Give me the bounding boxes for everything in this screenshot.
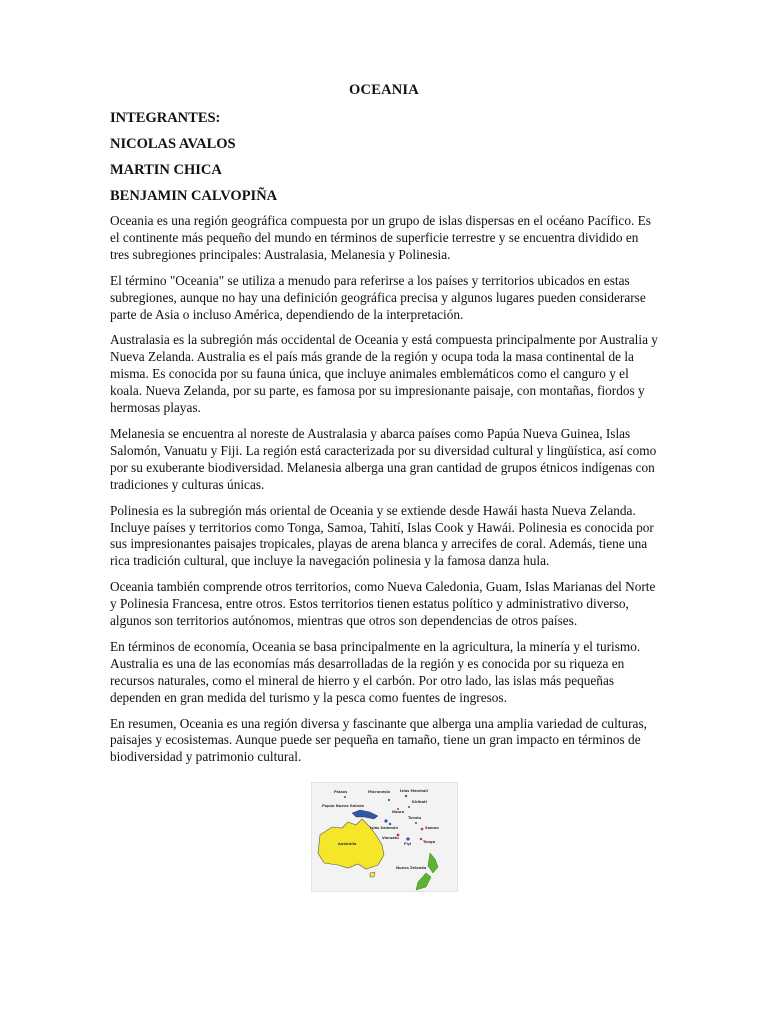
salomon-islands-2 [388,823,390,825]
paragraph-australasia: Australasia es la subregión más occidental de Oceania y está compuesta principalmente por Australia y Nueva Zelanda. Australia es el país más grande de la región y ocupa toda la masa continental de la misma. Es conocida por su fauna única, que incluye animales emblemáticos como el canguro y el koala. Nueva Zelanda, por su parte, es famosa por su impresionante paisaje, con montañas, fiordos y hermosas playas. [110,332,658,416]
nz-north-island [428,853,438,873]
map-label-fiyi: Fiyi [403,842,411,847]
fiji-islands [406,838,409,841]
map-label-vanuatu: Vanuatu [381,836,399,841]
oceania-map-image [311,782,458,892]
map-label-papua: Papúa Nueva Guinea [321,804,364,809]
member-name: NICOLAS AVALOS [110,136,236,152]
member-name: BENJAMIN CALVOPIÑA [110,188,278,204]
paragraph-intro: Oceania es una región geográfica compuesta por un grupo de islas dispersas en el océano Pacífico. Es el continente más pequeño del mundo en términos de superficie terrestre y se encuentra dividido en tres subregiones principales: Australasia, Melanesia y Polinesia. [110,213,651,262]
member-name: MARTIN CHICA [110,162,222,178]
map-label-micronesia: Micronesia [367,790,390,795]
micronesia-islands [387,799,389,801]
palaos-islands [344,796,346,798]
members-heading: INTEGRANTES: [110,110,221,126]
map-label-palaos: Palaos [333,790,347,795]
map-label-marshall: Islas Marshall [399,789,428,794]
map-label-tuvalu: Tuvalu [407,816,421,821]
map-label-nauru: Nauru [391,810,404,815]
map-label-tonga: Tonga [422,840,435,845]
kiribati-islands [408,806,410,808]
paragraph-term: El término "Oceania" se utiliza a menudo para referirse a los países y territorios ubicados en estas subregiones, aunque no hay una definición geográfica precisa y algunos lugares pueden considerarse parte de Asia o incluso América, dependiendo de la interpretación. [110,272,646,322]
samoa-islands [420,828,423,831]
map-label-samoa: Samoa [424,826,439,831]
salomon-islands [384,820,387,823]
tasmania-landmass [370,872,375,877]
png-landmass [352,810,378,819]
map-label-kiribati: Kiribati [411,800,427,805]
paragraph-territorios: Oceania también comprende otros territorios, como Nueva Caledonia, Guam, Islas Marianas del Norte y Polinesia Francesa, entre otros. Estos territorios tienen estatus político y administrativo diverso, algunos son territorios autónomos, mientras que otros son dependencias de otros países. [110,579,656,629]
map-label-australia: Australia [337,842,356,847]
oceania-map [312,783,457,891]
document-title: OCEANIA [349,82,419,98]
map-label-salomon: Islas Salomón [369,826,398,831]
map-label-nueva-zelanda: Nueva Zelanda [395,866,426,871]
paragraph-polinesia: Polinesia es la subregión más oriental de Oceania y se extiende desde Hawái hasta Nueva Zelanda. Incluye países y territorios como Tonga, Samoa, Tahití, Islas Cook y Hawái. Polinesia es conocida por sus impresionantes paisajes tropicales, playas de arena blanca y arrecifes de coral. Además, tiene una rica tradición cultural, que incluye la navegación polinesia y la famosa danza hula. [110,502,654,569]
paragraph-resumen: En resumen, Oceania es una región diversa y fascinante que alberga una amplia variedad de culturas, paisajes y ecosistemas. Aunque puede ser pequeña en tamaño, tiene un gran impacto en términos de biodiversidad y patrimonio cultural. [110,715,647,765]
paragraph-economia: En términos de economía, Oceania se basa principalmente en la agricultura, la minería y el turismo. Australia es una de las economías más desarrolladas de la región y es conocida por su riqueza en recursos naturales, como el mineral de hierro y el carbón. Por otro lado, las islas más pequeñas dependen en gran medida del turismo y la pesca como fuentes de ingresos. [110,638,641,705]
paragraph-melanesia: Melanesia se encuentra al noreste de Australasia y abarca países como Papúa Nueva Guinea, Islas Salomón, Vanuatu y Fiji. La región está caracterizada por su diversidad cultural y lingüística, así como por su exuberante biodiversidad. Melanesia alberga una gran cantidad de grupos étnicos indígenas con tradiciones y culturas únicas. [110,425,657,492]
tuvalu-islands [415,822,417,824]
nz-south-island [416,873,431,890]
marshall-islands [404,795,406,797]
tonga-islands [419,838,421,840]
